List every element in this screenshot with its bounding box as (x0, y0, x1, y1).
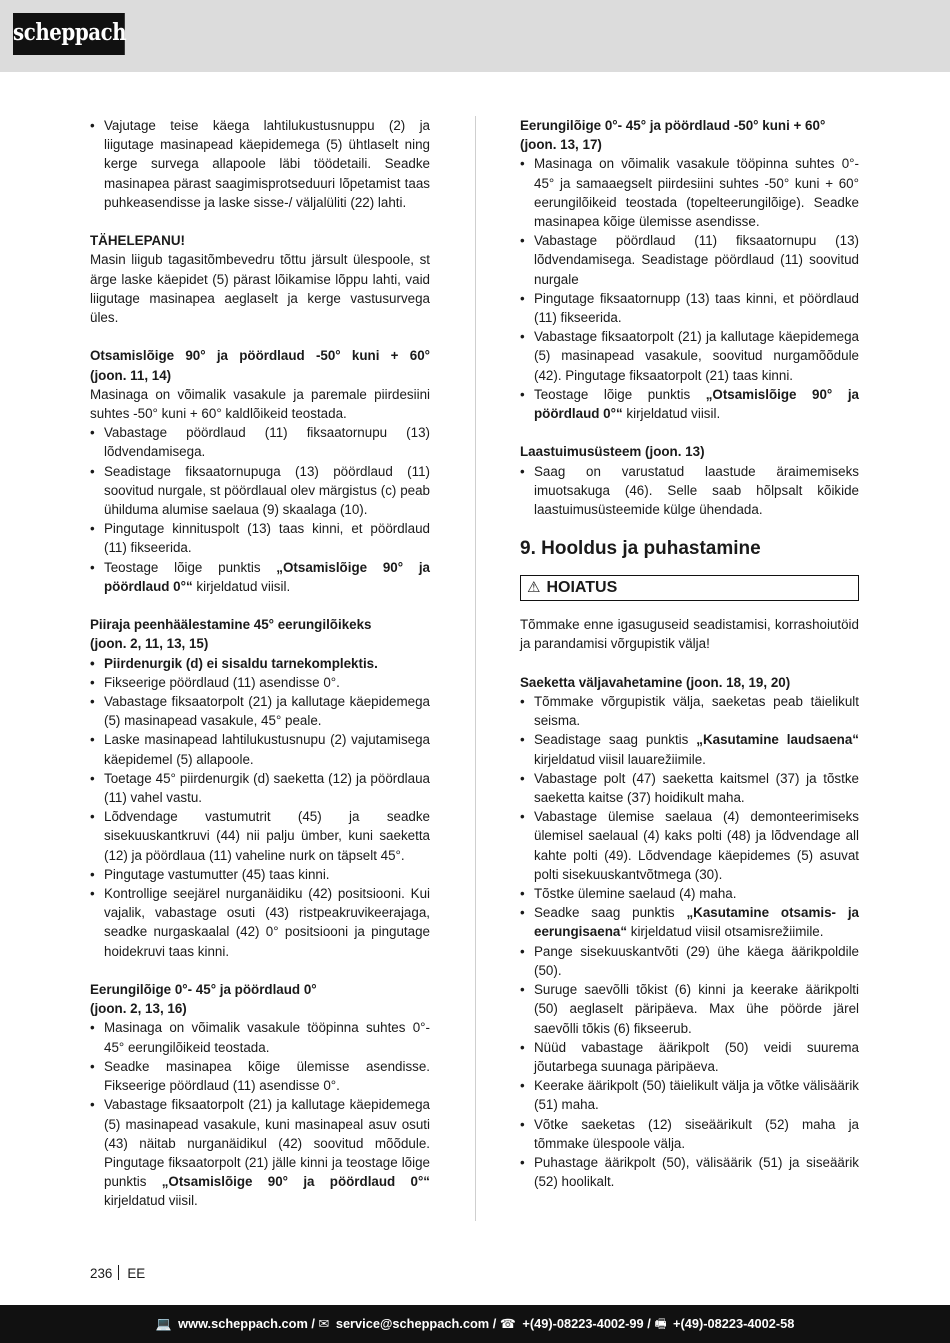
fax-icon: 🖷 (654, 1316, 667, 1331)
list-item: • Toetage 45° piirdenurgik (d) saeketta (12) ja pöördlaua (11) vahel vastu. (90, 769, 430, 807)
reference-bold: „Otsamislõige 90° ja pöördlaud 0°“ (534, 386, 859, 422)
warning-text: Tõmmake enne igasuguseid seadistamisi, korrashoiutöid ja parandamisi võrgupistik välja! (520, 617, 859, 652)
list-item (520, 730, 859, 768)
bullet-list (520, 692, 859, 1191)
list-item: • Pingutage fiksaatornupp (13) taas kinni, et pöördlaud (11) fikseerida. (520, 289, 859, 327)
list-item: • Vabastage pöördlaud (11) fiksaatornupu (13) lõdvendamisega. Seadistage pöördlaud (11) soovitud nurgale (520, 231, 859, 289)
list-item: • Piirdenurgik (d) ei sisaldu tarnekomplektis. (90, 654, 430, 673)
reference-bold: „Kasutamine otsamis- ja eerungisaena“ (534, 905, 859, 940)
section-heading-line: Eerungilõige 0°- 45° ja pöördlaud 0° (90, 982, 317, 998)
list-item: • Lõdvendage vastumutrit (45) ja seadke sisekuuskantkruvi (44) nii palju ümber, kuni saeketta (12) ja pöördlaua (11) vaheline nurk on täpselt 45°. (90, 807, 430, 865)
bullet-list (90, 1018, 430, 1210)
list-item: • Vajutage teise käega lahtilukustusnuppu (2) ja liigutage masinapead käepidemega (5) ühtlaselt ning kerge survega allapoole läbi töödetaili. Seadke masinapea pärast saagimisprotseduuri lõpetamist taas puhkeasendisse ja laske sisse-/ väljalüliti (22) lahti. (90, 116, 430, 212)
page-footer (90, 1265, 145, 1283)
reference-bold: „Otsamislõige 90° ja pöördlaud 0°“ (104, 559, 430, 594)
bullet-list (90, 116, 430, 212)
section-heading: Saeketta väljavahetamine (joon. 18, 19, 20) (520, 674, 791, 690)
warning-box (520, 575, 859, 601)
website-link[interactable]: www.scheppach.com (178, 1316, 308, 1331)
list-item: • Laske masinapead lahtilukustusnupu (2) vajutamisega käepidemel (5) allapoole. (90, 730, 430, 768)
right-column (520, 116, 859, 1191)
phone-icon: ☎ (499, 1316, 516, 1331)
list-item: • Võtke saeketas (12) siseäärikult (52) maha ja tõmmake ülespoole välja. (520, 1115, 859, 1153)
header-bar (0, 0, 950, 72)
fax-number: +(49)-08223-4002-58 (673, 1316, 795, 1331)
list-item: • Suruge saevõlli tõkist (6) kinni ja keerake äärikpolti (50) aeglaselt päripäeva. Max ühe pöörde järel saevõlli tõkis (6) fikseerub. (520, 980, 859, 1038)
list-item: • Saag on varustatud laastude äraimemiseks imuotsakuga (46). Selle saab hõlpsalt kõikide laastuimusüsteemide külge ühendada. (520, 462, 859, 520)
warning-title: HOIATUS (546, 579, 618, 597)
list-item (90, 1095, 430, 1210)
section-heading-line: Eerungilõige 0°- 45° ja pöördlaud -50° kuni + 60° (520, 118, 826, 133)
text-span: kirjeldatud viisil. (104, 1193, 198, 1209)
list-item: • Kontrollige seejärel nurganäidiku (42) positsiooni. Kui vajalik, vabastage osuti (43) ristpeakruvikeerajaga, seadke nurgaskaalal (42) 0° positsiooni ja pingutage hoidekruvi taas kinni. (90, 884, 430, 961)
language-code: EE (127, 1266, 146, 1281)
list-item (520, 385, 859, 423)
attention-heading: TÄHELEPANU! (90, 233, 185, 249)
bullet-list (90, 654, 430, 961)
contact-bar (0, 1305, 950, 1343)
section-heading-figures: (joon. 11, 14) (90, 367, 172, 383)
list-item: • Seadistage fiksaatornupuga (13) pöördlaud (11) soovitud nurgale, st pöördlaual olev märgistus (c) peab ühilduma alumise saelaua (9) skaalaga (10). (90, 462, 430, 520)
text-span: kirjeldatud viisil lauarežiimile. (534, 751, 706, 767)
list-item: • Nüüd vabastage äärikpolt (50) veidi suurema jõutarbega suunaga päripäeva. (520, 1038, 859, 1076)
list-item: • Masinaga on võimalik vasakule tööpinna suhtes 0°- 45° ja samaaegselt piirdesiini suhtes -50° kuni + 60° eerungilõikeid teostada (topelteerungilõige). Seadke masinapea kõige ülemisse asendisse. (520, 154, 859, 231)
text-span: Teostage lõige punktis (534, 386, 706, 402)
text-span: Teostage lõige punktis (104, 559, 277, 575)
computer-icon: 💻 (155, 1316, 172, 1331)
section-heading (90, 615, 430, 653)
list-item: • Puhastage äärikpolt (50), välisäärik (51) ja siseäärik (52) hoolikalt. (520, 1153, 859, 1191)
text-span: kirjeldatud viisil otsamisrežiimile. (627, 924, 824, 940)
separator: / (647, 1316, 651, 1331)
reference-bold: „Kasutamine laudsaena“ (696, 732, 859, 748)
chapter-title: 9. Hooldus ja puhastamine (520, 538, 761, 560)
text-span: kirjeldatud viisil. (622, 406, 721, 422)
list-item: • Vabastage fiksaatorpolt (21) ja kallutage käepidemega (5) masinapead vasakule, 45° peale. (90, 692, 430, 730)
list-item: • Pingutage vastumutter (45) taas kinni. (90, 865, 430, 884)
bullet-list (520, 154, 859, 423)
list-item: • Tõmmake võrgupistik välja, saeketas peab täielikult seisma. (520, 692, 859, 730)
section-heading: Laastuimusüsteem (joon. 13) (520, 444, 705, 460)
list-item: • Vabastage polt (47) saeketta kaitsmel (37) ja tõstke saeketta kaitse (37) hoidikult maha. (520, 769, 859, 807)
section-heading-line: Piiraja peenhäälestamine 45° eerungilõikeks (90, 617, 372, 633)
list-item: • Vabastage pöördlaud (11) fiksaatornupu (13) lõdvendamisega. (90, 423, 430, 461)
section-heading (520, 116, 859, 154)
scheppach-logo: scheppach (13, 13, 125, 55)
email-link[interactable]: service@scheppach.com (335, 1316, 490, 1331)
paragraph: Masinaga on võimalik vasakule ja paremale piirdesiini suhtes -50° kuni + 60° kaldlõikeid teostada. (90, 386, 430, 422)
list-item: • Keerake äärikpolt (50) täielikult välja ja võtke välisäärik (51) maha. (520, 1076, 859, 1114)
bullet-list (90, 423, 430, 596)
column-divider (475, 116, 476, 1221)
section-heading (90, 980, 430, 1018)
section-heading-figures: (joon. 2, 11, 13, 15) (90, 636, 209, 652)
text-span: Seadistage saag punktis (534, 732, 697, 748)
section-heading-figures: (joon. 13, 17) (520, 137, 602, 153)
list-item: • Fikseerige pöördlaud (11) asendisse 0°. (90, 673, 430, 692)
phone-number[interactable]: +(49)-08223-4002-99 (522, 1316, 644, 1331)
text-span: kirjeldatud viisil. (192, 578, 291, 594)
list-item: • Seadke masinapea kõige ülemisse asendisse. Fikseerige pöördlaud (11) asendisse 0°. (90, 1057, 430, 1095)
page-separator (118, 1265, 119, 1280)
separator: / (311, 1316, 315, 1331)
attention-text: Masin liigub tagasitõmbevedru tõttu järsult ülespoole, st ärge laske käepidet (5) pärast lõikamise lõppu lahti, vaid liigutage masinapea aeglaselt ja kerge vastusurvega üles. (90, 252, 430, 326)
list-item: • Vabastage fiksaatorpolt (21) ja kallutage käepidemega (5) masinapead vasakule, soovitud nurgamõõdule (42). Pingutage fiksaatorpolt (21) taas kinni. (520, 327, 859, 385)
section-heading-line: Otsamislõige 90° ja pöördlaud -50° kuni + 60° (90, 348, 430, 364)
list-item: • Tõstke ülemine saelaud (4) maha. (520, 884, 859, 903)
list-item (520, 903, 859, 941)
text-span: Seadke saag punktis (534, 905, 687, 921)
bullet-list (520, 462, 859, 520)
list-item (90, 558, 430, 596)
list-item: • Pange sisekuuskantvõti (29) ühe käega äärikpoldile (50). (520, 942, 859, 980)
page-number: 236 (90, 1266, 113, 1281)
text-span: Vabastage fiksaatorpolt (21) ja kallutage käepidemega (5) masinapead vasakule, kuni masinapeal asuv osuti (43) näitab nurganäidikul (42) soovitud mõõdule. Pingutage fiksaatorpolt (21) jälle kinni ja teostage lõige punktis (104, 1097, 430, 1190)
left-column (90, 116, 430, 1211)
section-heading-figures: (joon. 2, 13, 16) (90, 1001, 187, 1017)
list-item: • Vabastage ülemise saelaua (4) demonteerimiseks ülemisel saelaual (4) kaks polti (48) ja lõdvendage all kahte polti (49). Lõdvendage käepidemes (5) asuvat polti sisekuuskantvõtmega (30). (520, 807, 859, 884)
section-heading (90, 346, 430, 384)
separator: / (492, 1316, 497, 1331)
reference-bold: „Otsamislõige 90° ja pöördlaud 0°“ (161, 1174, 430, 1190)
mail-icon: ✉ (318, 1316, 330, 1331)
warning-triangle-icon: ⚠ (527, 579, 541, 597)
list-item: • Pingutage kinnituspolt (13) taas kinni, et pöördlaud (11) fikseerida. (90, 519, 430, 557)
list-item: • Masinaga on võimalik vasakule tööpinna suhtes 0°- 45° eerungilõikeid teostada. (90, 1018, 430, 1056)
